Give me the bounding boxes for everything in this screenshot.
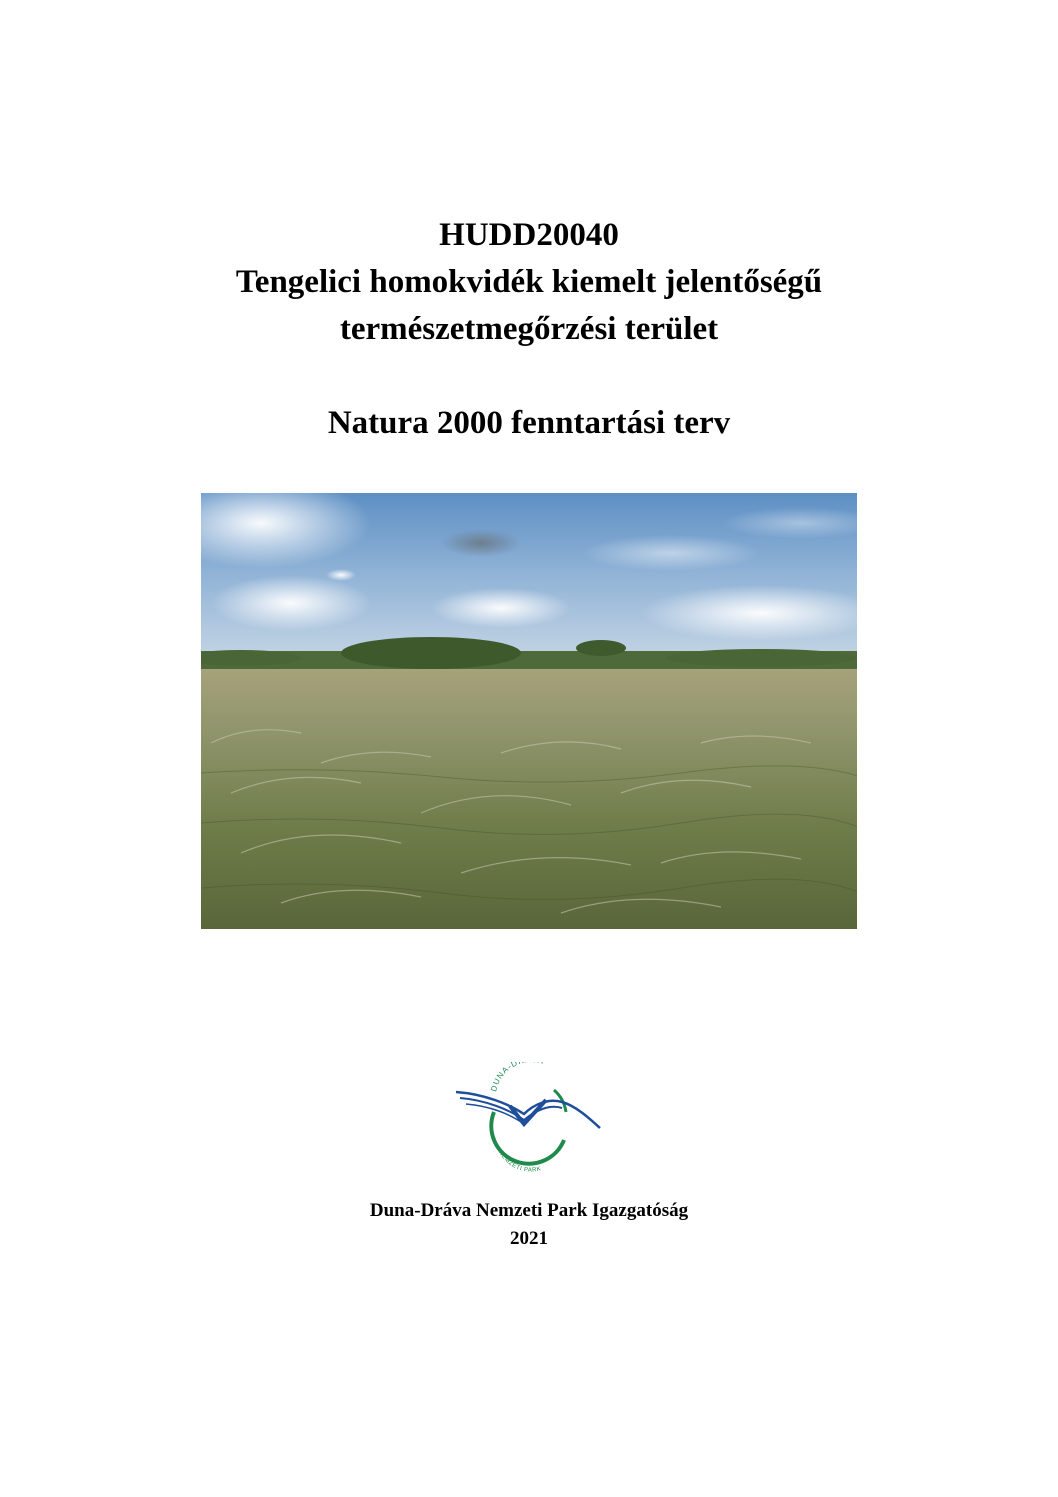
site-name-line-1: Tengelici homokvidék kiemelt jelentőségű: [235, 264, 823, 300]
site-code: HUDD20040: [439, 217, 619, 253]
grassland-landscape-photo: [201, 493, 857, 929]
publisher-name: Duna-Dráva Nemzeti Park Igazgatóság: [369, 1200, 689, 1221]
landscape-image: [201, 493, 857, 929]
publication-year: 2021: [510, 1228, 548, 1249]
logo-bottom-text: NEMZETI PARK: [497, 1149, 542, 1172]
publisher-block: [0, 1197, 1058, 1253]
svg-text:DUNA-DRÁVA: [489, 1062, 545, 1093]
duna-drava-national-park-logo: [454, 1062, 604, 1172]
document-subtitle: Natura 2000 fenntartási terv: [327, 405, 731, 441]
site-name-line-2: természetmegőrzési terület: [339, 311, 719, 347]
title-block: [0, 212, 1058, 353]
logo-top-text: DUNA-D: [489, 1062, 520, 1093]
bird-river-logo-icon: [454, 1062, 604, 1172]
